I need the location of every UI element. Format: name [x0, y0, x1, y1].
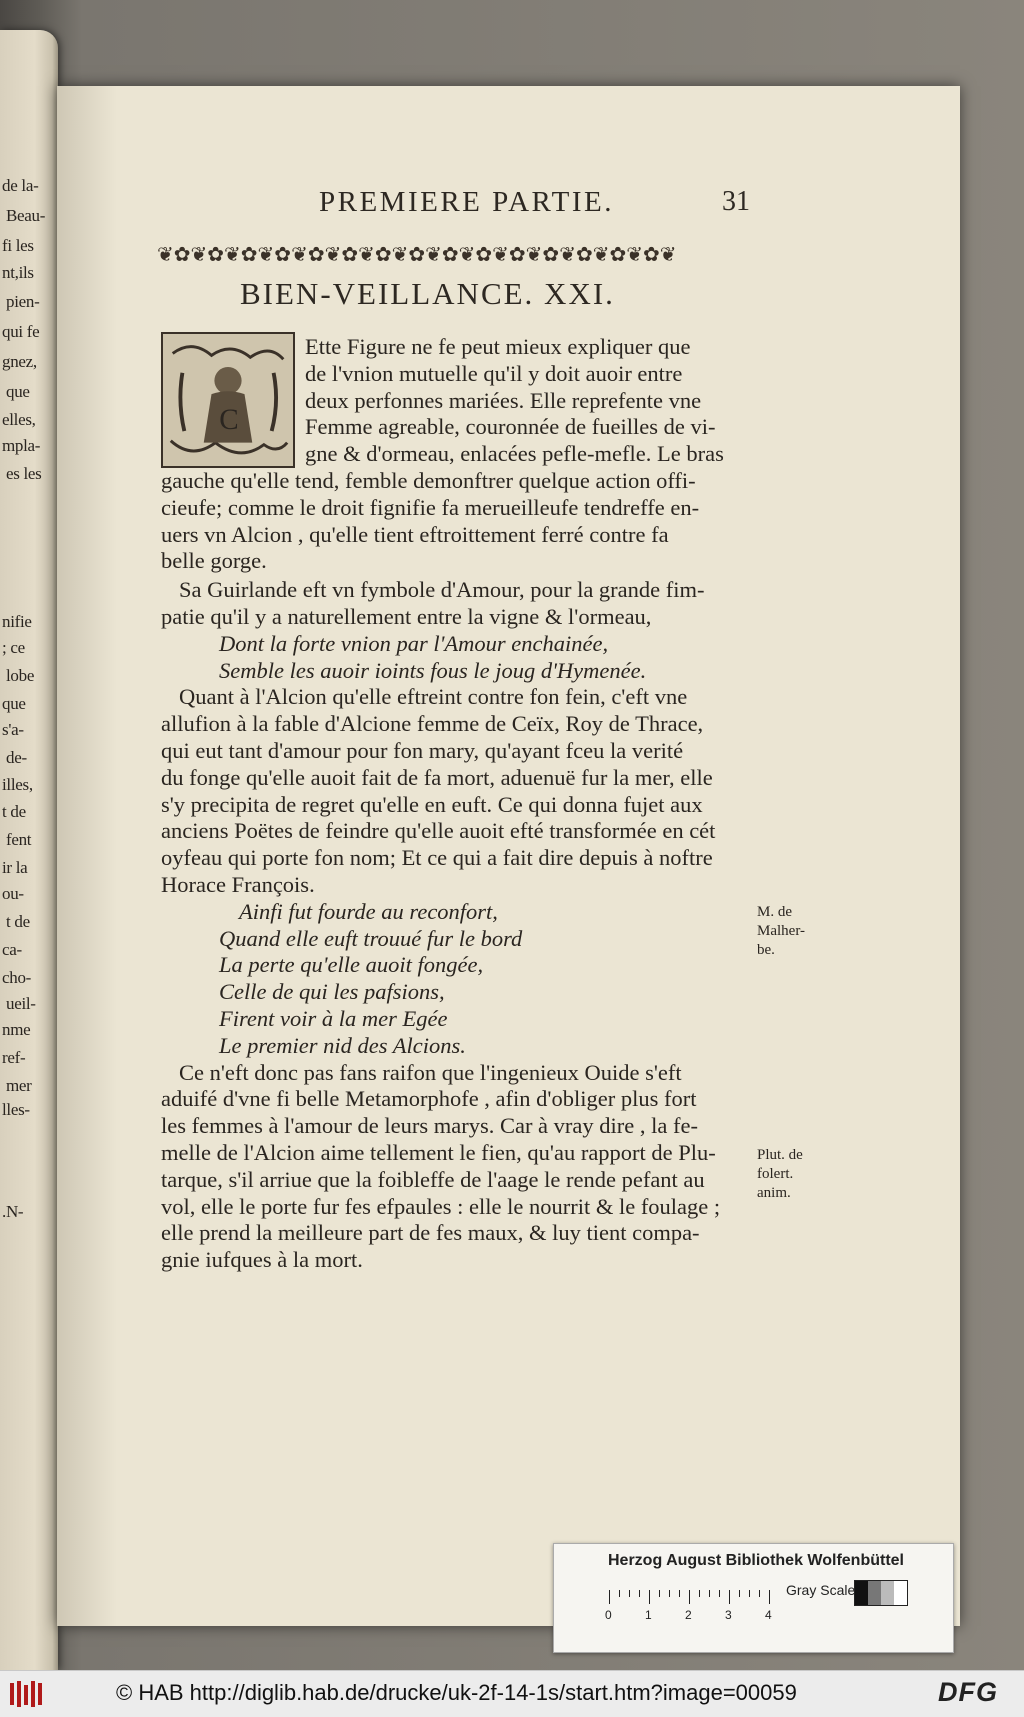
- left-page-fragment: nme: [2, 1020, 31, 1039]
- paragraph-line: gauche qu'elle tend, femble demonftrer quelque action offi-: [161, 468, 696, 493]
- ruler-label: 4: [765, 1608, 772, 1622]
- paragraph-line: les femmes à l'amour de leurs marys. Car à vray dire , la fe-: [161, 1113, 698, 1139]
- left-page-fragment: cho-: [2, 968, 32, 987]
- left-page-fragment: pien-: [6, 292, 40, 311]
- left-page-fragment: mer: [6, 1076, 32, 1095]
- left-page-fragment: s'a-: [2, 720, 24, 739]
- left-page-fragment: ref-: [2, 1048, 26, 1067]
- left-page-fragment: lles-: [2, 1100, 30, 1119]
- paragraph-line: elle prend la meilleure part de fes maux, & luy tient compa-: [161, 1220, 700, 1246]
- margin-note: be.: [757, 941, 775, 958]
- paragraph-line: vol, elle le porte fur fes efpaules : elle le nourrit & le foulage ;: [161, 1193, 721, 1219]
- margin-note: Plut. de: [757, 1147, 803, 1163]
- paragraph-line: Ce n'eft donc pas fans raifon que l'ingenieux Ouide s'eft: [179, 1059, 682, 1085]
- left-page-fragment: nifie: [2, 612, 32, 631]
- book-page: [57, 86, 960, 1626]
- left-page-fragment: que: [2, 694, 26, 713]
- left-page-fragment: t de: [2, 802, 26, 821]
- left-page-fragment: es les: [6, 464, 42, 483]
- paragraph-line: uers vn Alcion , qu'elle tient eftroittement ferré contre fa: [161, 521, 669, 547]
- page-number: 31: [722, 186, 750, 217]
- footer-bar: [0, 1670, 1024, 1717]
- ruler-label: 1: [645, 1608, 652, 1622]
- dfg-logo: DFG: [938, 1677, 998, 1707]
- left-page-fragment: nt,ils: [2, 263, 34, 282]
- paragraph-line: s'y precipita de regret qu'elle en euft. Ce qui donna fujet aux: [161, 791, 703, 817]
- ruler-label: 0: [605, 1608, 612, 1622]
- paragraph-line: oyfeau qui porte fon nom; Et ce qui a fait dire depuis à noftre: [161, 845, 713, 871]
- paragraph-line: melle de l'Alcion aime tellement le fien, qu'au rapport de Plu-: [161, 1140, 716, 1165]
- paragraph-line: deux perfonnes mariées. Elle reprefente vne: [305, 387, 702, 413]
- paragraph-line: qui eut tant d'amour pour fon mary, qu'ayant fceu la verité: [161, 738, 684, 763]
- left-page-fragment: que: [6, 382, 30, 401]
- left-page-fragment: gnez,: [2, 352, 37, 371]
- ornament-border: ❦✿❦✿❦✿❦✿❦✿❦✿❦✿❦✿❦✿❦✿❦✿❦✿❦✿❦✿❦✿❦: [157, 242, 677, 266]
- left-page-fragment: mpla-: [2, 436, 41, 455]
- paragraph-line: gne & d'ormeau, enlacées pefle-mefle. Le bras: [305, 441, 724, 467]
- verse-line: Firent voir à la mer Egée: [219, 1006, 448, 1031]
- margin-note: anim.: [757, 1185, 791, 1201]
- verse-line: Quand elle euft trouué fur le bord: [219, 925, 523, 951]
- color-target: [553, 1543, 954, 1653]
- margin-note: folert.: [757, 1166, 794, 1182]
- verse-line: La perte qu'elle auoit fongée,: [219, 952, 484, 978]
- paragraph-line: Ette Figure ne fe peut mieux expliquer que: [305, 334, 691, 359]
- paragraph-line: gnie iufques à la mort.: [161, 1247, 363, 1273]
- paragraph-line: Sa Guirlande eft vn fymbole d'Amour, pour la grande fim-: [179, 577, 705, 603]
- left-page-fragment: fent: [6, 830, 32, 849]
- margin-note: M. de: [757, 903, 792, 920]
- left-page-fragment: lobe: [6, 666, 35, 685]
- left-page-fragment: elles,: [2, 410, 36, 429]
- left-page-fragment: t de: [6, 912, 30, 931]
- left-page-fragment: ou-: [2, 884, 24, 903]
- gray-scale-label: Gray Scale: [786, 1582, 856, 1598]
- paragraph-line: Horace François.: [161, 872, 315, 897]
- left-page-fragment: illes,: [2, 775, 33, 794]
- verse-line: Celle de qui les pafsions,: [219, 979, 445, 1005]
- paragraph-line: du fonge qu'elle auoit fait de fa mort, aduenuë fur la mer, elle: [161, 764, 713, 790]
- target-title: Herzog August Bibliothek Wolfenbüttel: [608, 1552, 904, 1569]
- paragraph-line: cieufe; comme le droit fignifie fa merueilleufe tendreffe en-: [161, 494, 700, 520]
- left-page-fragment: de la-: [2, 176, 39, 195]
- left-page-fragment: .N-: [2, 1202, 24, 1221]
- ruler-label: 2: [685, 1608, 692, 1622]
- left-page-fragment: Beau-: [6, 206, 46, 225]
- verse-line: Dont la forte vnion par l'Amour enchainée,: [219, 630, 609, 656]
- paragraph-line: Femme agreable, couronnée de fueilles de vi-: [305, 414, 716, 440]
- paragraph-line: Quant à l'Alcion qu'elle eftreint contre fon fein, c'eft vne: [179, 684, 688, 710]
- left-page-fragment: ca-: [2, 940, 22, 959]
- hab-logo-icon: [8, 1679, 48, 1709]
- left-page-fragment: de-: [6, 748, 27, 767]
- left-page-fragment: ; ce: [2, 638, 25, 657]
- ruler-label: 3: [725, 1608, 732, 1622]
- paragraph-line: allufion à la fable d'Alcione femme de Ceïx, Roy de Thrace,: [161, 711, 704, 737]
- scale-ruler: [609, 1590, 789, 1616]
- gray-scale-swatches: [854, 1580, 908, 1606]
- paragraph-line: tarque, s'il arriue que la foibleffe de l'aage le rende pefant au: [161, 1166, 705, 1192]
- running-head: PREMIERE PARTIE.: [319, 186, 614, 218]
- paragraph-line: de l'vnion mutuelle qu'il y doit auoir entre: [305, 360, 683, 386]
- paragraph-line: belle gorge.: [161, 548, 267, 574]
- verse-line: Ainfi fut fourde au reconfort,: [239, 898, 498, 924]
- footer-url[interactable]: © HAB http://diglib.hab.de/drucke/uk-2f-14-1s/start.htm?image=00059: [116, 1680, 797, 1705]
- verse-line: Semble les auoir ioints fous le joug d'Hymenée.: [219, 657, 647, 683]
- chapter-title: BIEN-VEILLANCE. XXI.: [240, 276, 615, 311]
- margin-note: Malher-: [757, 922, 806, 939]
- woodcut-initial-icon: [163, 334, 293, 466]
- svg-text:C: C: [219, 404, 239, 437]
- paragraph-line: aduifé d'vne fi belle Metamorphofe , afin d'obliger plus fort: [161, 1086, 697, 1112]
- left-page-fragment: qui fe: [2, 322, 40, 341]
- verse-line: Le premier nid des Alcions.: [219, 1032, 466, 1058]
- paragraph-line: patie qu'il y a naturellement entre la vigne & l'ormeau,: [161, 604, 652, 629]
- left-page-fragment: ueil-: [6, 994, 36, 1013]
- decorated-initial: [161, 332, 295, 468]
- left-page-fragment: ir la: [2, 858, 28, 877]
- left-page-fragment: fi les: [2, 236, 34, 255]
- left-page-edge: [0, 30, 58, 1670]
- paragraph-line: anciens Poëtes de feindre qu'elle auoit efté transformée en cét: [161, 818, 716, 844]
